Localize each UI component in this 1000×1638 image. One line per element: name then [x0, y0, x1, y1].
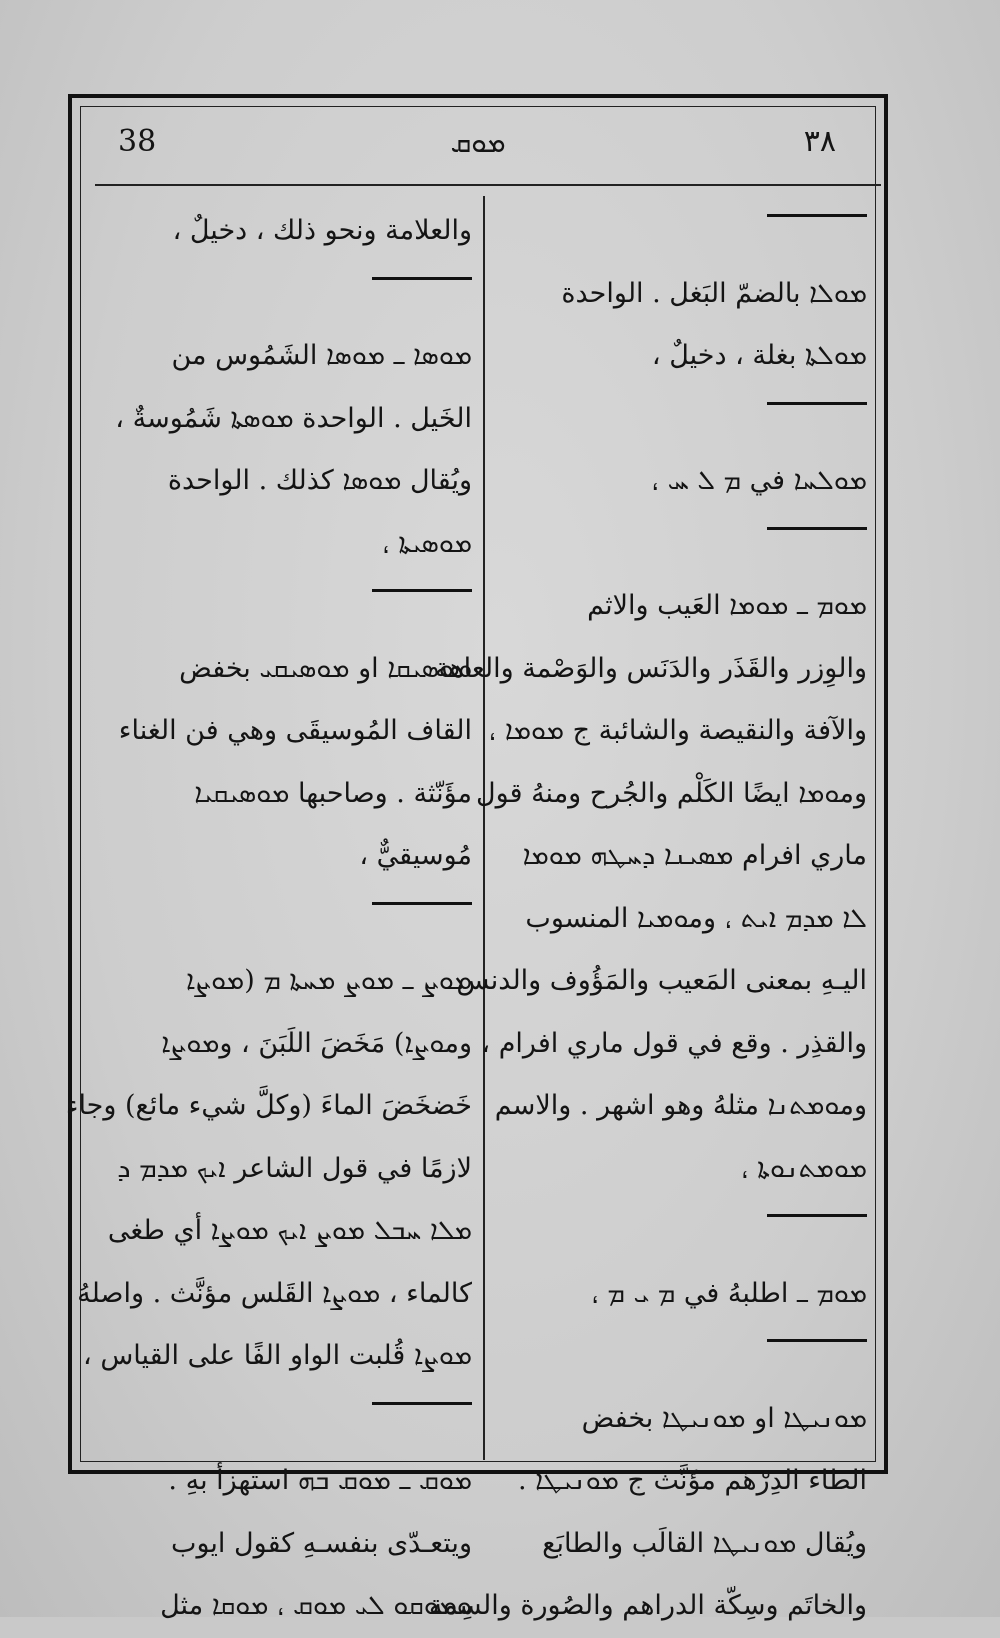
text-line: ܡܘܨܐ قُلبت الواو الفًا على القياس ،: [83, 1340, 472, 1371]
text-line: لازمًا في قول الشاعر ܐܝܟ ܡܕܡ ܕ: [117, 1152, 472, 1184]
running-head: ܡܘܩ: [450, 126, 506, 159]
text-line: ܡܘܠܬܐ بغلة ، دخيلٌ ،: [651, 340, 867, 371]
page-number-latin: 38: [118, 124, 157, 159]
text-line: ماري افرام ܡܣܝܢܐ ܕܚܛܗ ܡܘܡܐ: [522, 840, 867, 871]
text-line: ܡܘܢܝܛܐ او ܡܘܢܝܛܐ بخفض: [581, 1402, 867, 1434]
text-line: والعلامة ونحو ذلك ، دخيلٌ ،: [172, 215, 472, 246]
text-line: ܡܘܣܐ ـ ܡܘܣܐ الشَمُوس من: [171, 340, 472, 371]
right-column: [428, 200, 867, 1621]
text-line: ويُقال ܡܘܢܝܛܐ القالَب والطابَع: [542, 1527, 867, 1559]
text-line: ܡܘܩ ـ ܡܘܩ ܒܗ استهزأ بهِ .: [168, 1465, 472, 1496]
text-line: والآفة والنقيصة والشائبة ج ܡܘܡܐ ،: [488, 715, 867, 746]
text-line: ܡܘܣܝܬܐ ،: [382, 527, 472, 559]
text-line: ܘܡܘܩܘ ܠܝ ܡܘܩ ، ܡܘܩܐ مثل: [160, 1590, 472, 1621]
text-line: ܡܘܡܬܢܘܬܐ ،: [741, 1152, 867, 1184]
text-line: ܠܐ ܡܕܡ ܐܝܬ ، ومܘܡܝܐ المنسوب: [525, 902, 867, 934]
entry-separator: [497, 1325, 867, 1388]
entry-separator: [92, 575, 472, 638]
entry-separator: [497, 200, 867, 263]
text-line: ܡܠܐ ܚܒܠ ܡܘܨ ܐܝܟ ܡܘܨܐ أي طغى: [107, 1215, 472, 1246]
left-column: [65, 200, 472, 1621]
page-number-arabic: ٣٨: [803, 124, 836, 159]
text-line: والقذِر . وقع في قول ماري افرام ،: [481, 1027, 867, 1059]
text-line: ومܘܡܬܢܐ مثلهُ وهو اشهر . والاسم: [494, 1090, 867, 1121]
text-line: اليـهِ بمعنى المَعيب والمَؤُوف والدنس: [456, 965, 867, 996]
text-line: ܡܘܨ ـ ܡܘܨ ܡܚܬܐ ܡ (ܡܘܨܐ: [186, 965, 472, 996]
header-rule: [95, 184, 881, 186]
text-line: ومܘܡܐ ايضًا الكَلْم والجُرح ومنهُ قول: [476, 777, 867, 809]
text-line: ܡܘܣܝܩܐ او ܡܘܣܝܩܝ بخفض: [179, 652, 472, 684]
text-line: والخاتَم وسِكّة الدراهم والصُورة والسِمة: [428, 1590, 867, 1621]
column-divider: [483, 196, 485, 1460]
text-line: مؤَنّثة . وصاحبها ܡܘܣܝܩܝܐ: [194, 777, 472, 809]
text-line: خَضخَضَ الماءَ (وكلَّ شيء مائع) وجاء: [65, 1090, 472, 1121]
page-header: [80, 118, 876, 178]
text-line: الطاء الدِرْهَم مؤَنَّث ج ܡܘܢܝܛܐ .: [517, 1465, 867, 1496]
text-line: ويُقال ܡܘܣܐ كذلك . الواحدة: [167, 465, 472, 496]
text-line: ܡܘܠܚܐ في ܡ ܠ ܚ ،: [651, 465, 867, 496]
entry-separator: [92, 1388, 472, 1451]
entry-separator: [497, 1200, 867, 1263]
entry-separator: [92, 263, 472, 326]
entry-separator: [497, 513, 867, 576]
entry-separator: [92, 888, 472, 951]
text-line: القاف المُوسيقَى وهي فن الغناء: [118, 715, 472, 746]
text-line: كالماء ، ܡܘܨܐ القَلس مؤنَّث . واصلهُ: [77, 1277, 472, 1309]
text-line: ܡܘܡ ـ ܡܘܡܐ العَيب والاثم: [587, 590, 867, 621]
text-line: والوِزر والقَذَر والدَنَس والوَصْمة والعاهة: [434, 652, 867, 684]
text-line: ومܘܨܐ) مَخَضَ اللَبَنَ ، وܡܘܨܐ: [161, 1027, 472, 1059]
text-line: الخَيل . الواحدة ܡܘܣܬܐ شَمُوسةٌ ،: [115, 402, 472, 434]
text-line: ويتعـدّى بنفسـهِ كقول ايوب: [171, 1527, 472, 1559]
text-line: مُوسيقيٌّ ،: [359, 840, 472, 871]
entry-separator: [497, 388, 867, 451]
text-line: ܡܘܠܐ بالضمّ البَغل . الواحدة: [561, 277, 867, 309]
text-line: ܡܘܡ ـ اطلبهُ في ܡ ܝ ܡ ،: [591, 1277, 867, 1309]
